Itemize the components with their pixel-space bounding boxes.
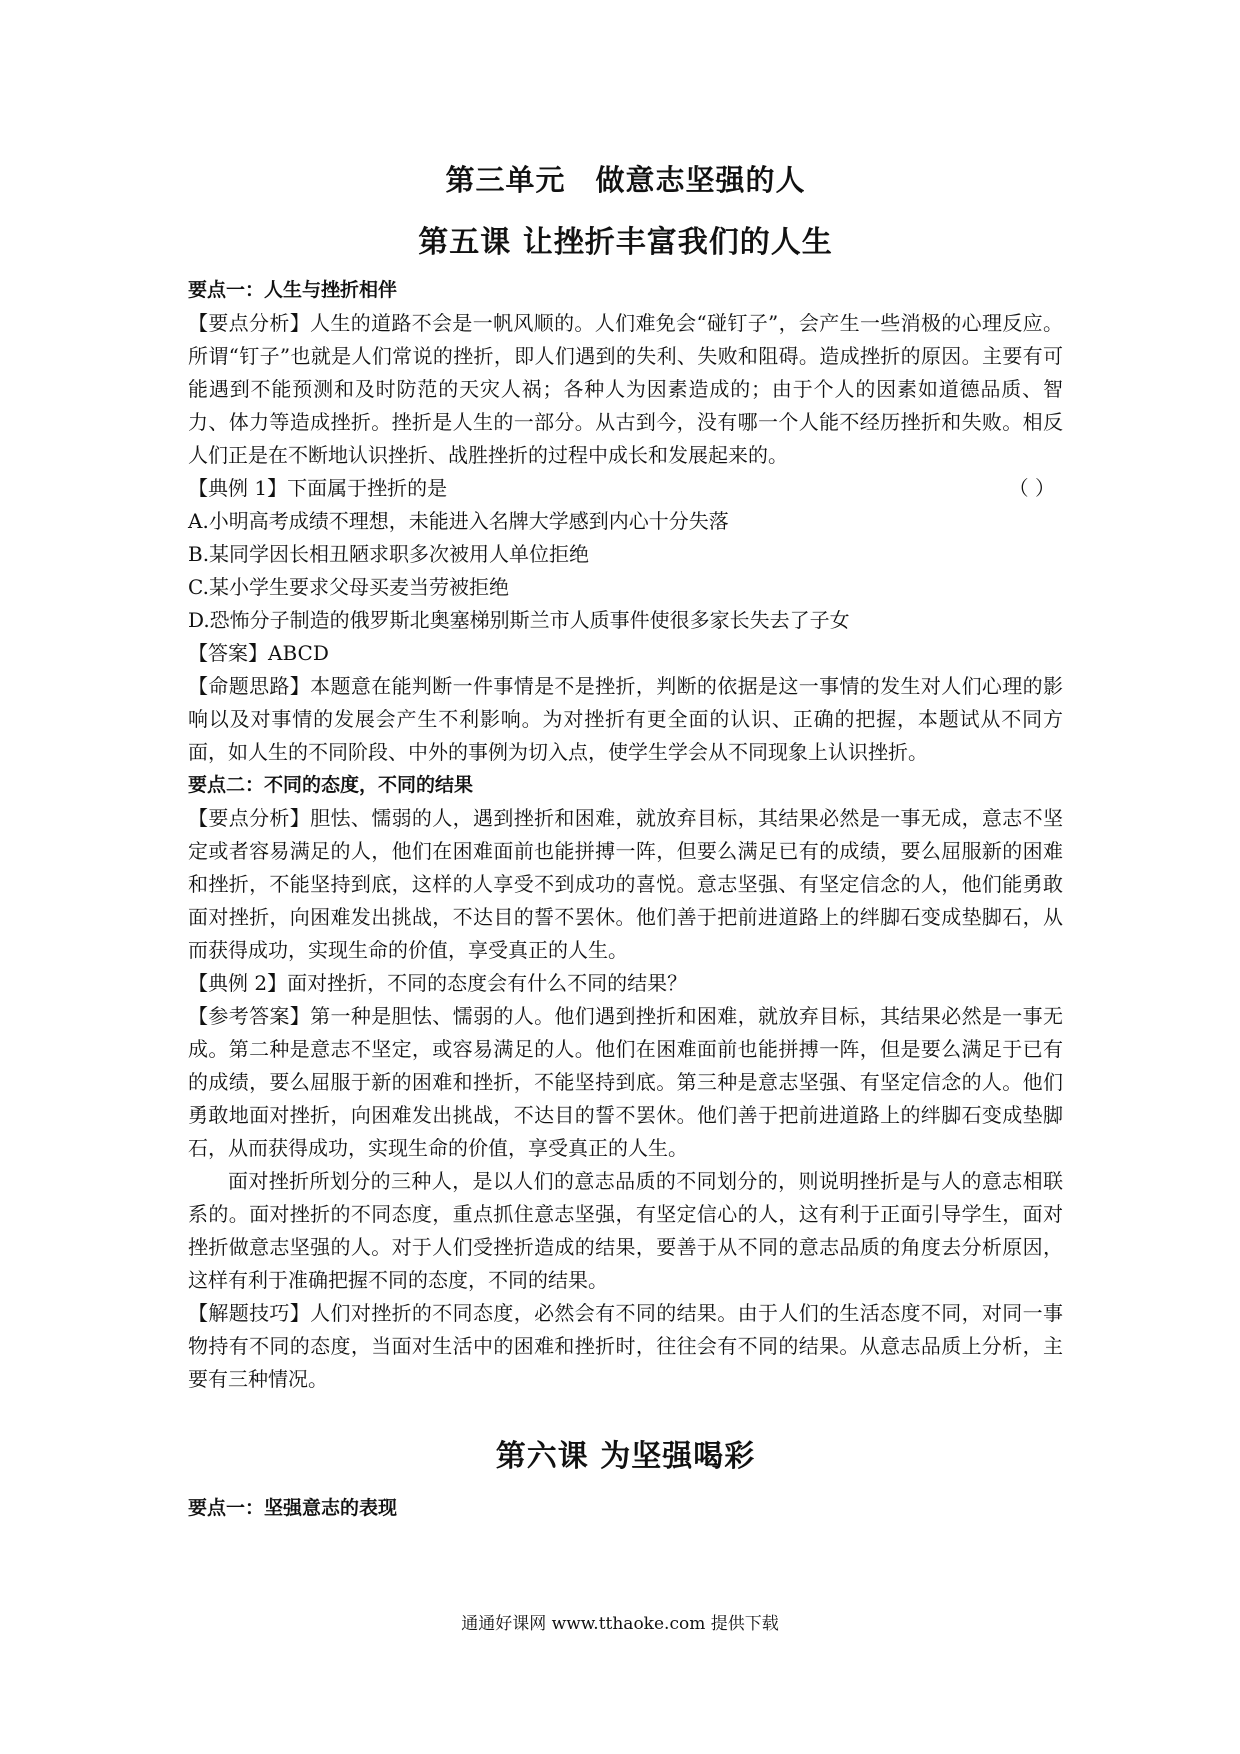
answer-bracket: （ ） [1008,476,1055,500]
example1-question: 【典例 1】下面属于挫折的是 [188,476,448,500]
option-b: B.某同学因长相丑陋求职多次被用人单位拒绝 [188,542,590,566]
example1-answer: 【答案】ABCD [188,641,329,665]
point2-heading: 要点二：不同的态度，不同的结果 [188,774,474,796]
lesson5-title: 第五课 让挫折丰富我们的人生 [418,225,833,260]
lesson5-point1 [188,274,1063,769]
lesson6-point1-heading: 要点一：坚强意志的表现 [188,1497,398,1519]
point1-analysis: 【要点分析】人生的道路不会是一帆风顺的。人们难免会“碰钉子”，会产生一些消极的心理反应。所谓“钉子”也就是人们常说的挫折，即人们遇到的失利、失败和阻碍。造成挫折的原因。主要有可能遇到不能预测和及时防范的天灾人祸；各种人为因素造成的；由于个人的因素如道德品质、智力、体力等造成挫折。挫折是人生的一部分。从古到今，没有哪一个人能不经历挫折和失败。相反人们正是在不断地认识挫折、战胜挫折的过程中成长和发展起来的。 [188,311,1063,467]
lesson6-point1 [188,1492,1063,1525]
example2-question: 【典例 2】面对挫折，不同的态度会有什么不同的结果？ [188,971,688,995]
option-d: D.恐怖分子制造的俄罗斯北奥塞梯别斯兰市人质事件使很多家长失去了子女 [188,608,850,632]
example1-reasoning: 【命题思路】本题意在能判断一件事情是不是挫折，判断的依据是这一事情的发生对人们心理的影响以及对事情的发展会产生不利影响。为对挫折有更全面的认识、正确的把握，本题试从不同方面，如人生的不同阶段、中外的事例为切入点，使学生学会从不同现象上认识挫折。 [188,674,1063,764]
lesson6-title: 第六课 为坚强喝彩 [495,1439,756,1474]
lesson5-point2 [188,769,1063,1396]
document-content [188,160,1063,1525]
unit-title: 第三单元 做意志坚强的人 [445,163,806,197]
point2-analysis: 【要点分析】胆怯、懦弱的人，遇到挫折和困难，就放弃目标，其结果必然是一事无成，意志不坚定或者容易满足的人，他们在困难面前也能拼搏一阵，但要么满足已有的成绩，要么屈服新的困难和挫折，不能坚持到底，这样的人享受不到成功的喜悦。意志坚强、有坚定信念的人，他们能勇敢面对挫折，向困难发出挑战，不达目的誓不罢休。他们善于把前进道路上的绊脚石变成垫脚石，从而获得成功，实现生命的价值，享受真正的人生。 [188,806,1063,962]
example2-technique: 【解题技巧】人们对挫折的不同态度，必然会有不同的结果。由于人们的生活态度不同，对同一事物持有不同的态度，当面对生活中的困难和挫折时，往往会有不同的结果。从意志品质上分析，主要有三种情况。 [188,1301,1063,1391]
example1-line [188,472,1063,505]
point1-heading: 要点一：人生与挫折相伴 [188,279,398,301]
option-a: A.小明高考成绩不理想，未能进入名牌大学感到内心十分失落 [188,509,729,533]
example2-commentary: 面对挫折所划分的三种人，是以人们的意志品质的不同划分的，则说明挫折是与人的意志相联系的。面对挫折的不同态度，重点抓住意志坚强，有坚定信心的人，这有利于正面引导学生，面对挫折做意志坚强的人。对于人们受挫折造成的结果，要善于从不同的意志品质的角度去分析原因，这样有利于准确把握不同的态度，不同的结果。 [188,1169,1063,1292]
page-footer: 通通好课网 www.tthaoke.com 提供下载 [461,1614,779,1634]
option-c: C.某小学生要求父母买麦当劳被拒绝 [188,575,509,599]
example2-reference-answer: 【参考答案】第一种是胆怯、懦弱的人。他们遇到挫折和困难，就放弃目标，其结果必然是一事无成。第二种是意志不坚定，或容易满足的人。他们在困难面前也能拼搏一阵，但是要么满足于已有的成绩，要么屈服于新的困难和挫折，不能坚持到底。第三种是意志坚强、有坚定信念的人。他们勇敢地面对挫折，向困难发出挑战，不达目的誓不罢休。他们善于把前进道路上的绊脚石变成垫脚石，从而获得成功，实现生命的价值，享受真正的人生。 [188,1004,1063,1160]
